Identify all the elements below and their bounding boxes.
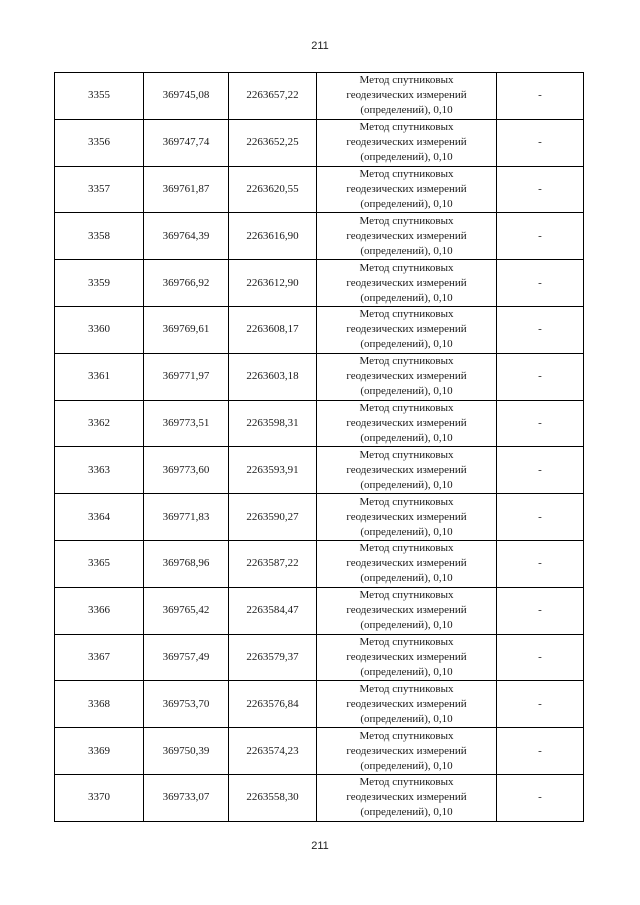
method-line: Метод спутниковых xyxy=(359,261,454,274)
method-line: геодезических измерений xyxy=(346,89,467,102)
y-coordinate-cell: 2263587,22 xyxy=(229,540,317,587)
note-cell: - xyxy=(497,494,584,541)
note-cell: - xyxy=(497,119,584,166)
point-number-cell: 3359 xyxy=(55,260,144,307)
y-coordinate-cell: 2263603,18 xyxy=(229,353,317,400)
method-accuracy-cell xyxy=(317,213,497,260)
x-coordinate-cell: 369773,51 xyxy=(144,400,229,447)
method-line: (определений), 0,10 xyxy=(360,104,453,117)
table-row xyxy=(55,260,584,307)
method-line: Метод спутниковых xyxy=(359,589,454,602)
y-coordinate-cell: 2263652,25 xyxy=(229,119,317,166)
point-number-cell: 3368 xyxy=(55,681,144,728)
table-row xyxy=(55,728,584,775)
point-number-cell: 3362 xyxy=(55,400,144,447)
method-line: геодезических измерений xyxy=(346,136,467,149)
x-coordinate-cell: 369771,83 xyxy=(144,494,229,541)
method-accuracy-cell xyxy=(317,166,497,213)
method-line: Метод спутниковых xyxy=(359,121,454,134)
x-coordinate-cell: 369750,39 xyxy=(144,728,229,775)
point-number-cell: 3364 xyxy=(55,494,144,541)
note-cell: - xyxy=(497,213,584,260)
y-coordinate-cell: 2263574,23 xyxy=(229,728,317,775)
method-line: (определений), 0,10 xyxy=(360,665,453,678)
x-coordinate-cell: 369765,42 xyxy=(144,587,229,634)
method-line: Метод спутниковых xyxy=(359,355,454,368)
table-row xyxy=(55,353,584,400)
method-line: Метод спутниковых xyxy=(359,401,454,414)
point-number-cell: 3361 xyxy=(55,353,144,400)
method-line: геодезических измерений xyxy=(346,182,467,195)
point-number-cell: 3355 xyxy=(55,73,144,120)
table-row xyxy=(55,540,584,587)
method-line: (определений), 0,10 xyxy=(360,431,453,444)
point-number-cell: 3358 xyxy=(55,213,144,260)
note-cell: - xyxy=(497,260,584,307)
method-line: (определений), 0,10 xyxy=(360,385,453,398)
method-line: геодезических измерений xyxy=(346,557,467,570)
method-line: геодезических измерений xyxy=(346,510,467,523)
method-line: (определений), 0,10 xyxy=(360,806,453,819)
method-accuracy-cell xyxy=(317,306,497,353)
page-number-top: 211 xyxy=(311,40,329,52)
y-coordinate-cell: 2263598,31 xyxy=(229,400,317,447)
y-coordinate-cell: 2263558,30 xyxy=(229,774,317,821)
y-coordinate-cell: 2263590,27 xyxy=(229,494,317,541)
note-cell: - xyxy=(497,540,584,587)
y-coordinate-cell: 2263593,91 xyxy=(229,447,317,494)
method-line: геодезических измерений xyxy=(346,323,467,336)
method-accuracy-cell xyxy=(317,494,497,541)
method-line: (определений), 0,10 xyxy=(360,619,453,632)
note-cell: - xyxy=(497,306,584,353)
x-coordinate-cell: 369745,08 xyxy=(144,73,229,120)
method-line: (определений), 0,10 xyxy=(360,151,453,164)
method-line: геодезических измерений xyxy=(346,604,467,617)
coordinates-table-body xyxy=(55,73,584,822)
method-accuracy-cell xyxy=(317,540,497,587)
y-coordinate-cell: 2263616,90 xyxy=(229,213,317,260)
method-line: (определений), 0,10 xyxy=(360,525,453,538)
method-line: Метод спутниковых xyxy=(359,542,454,555)
page-number-bottom: 211 xyxy=(311,840,329,852)
y-coordinate-cell: 2263612,90 xyxy=(229,260,317,307)
note-cell: - xyxy=(497,681,584,728)
y-coordinate-cell: 2263657,22 xyxy=(229,73,317,120)
method-line: Метод спутниковых xyxy=(359,167,454,180)
method-accuracy-cell xyxy=(317,774,497,821)
method-accuracy-cell xyxy=(317,260,497,307)
method-line: геодезических измерений xyxy=(346,697,467,710)
x-coordinate-cell: 369766,92 xyxy=(144,260,229,307)
x-coordinate-cell: 369733,07 xyxy=(144,774,229,821)
method-line: (определений), 0,10 xyxy=(360,759,453,772)
table-row xyxy=(55,634,584,681)
note-cell: - xyxy=(497,728,584,775)
table-row xyxy=(55,73,584,120)
point-number-cell: 3360 xyxy=(55,306,144,353)
x-coordinate-cell: 369761,87 xyxy=(144,166,229,213)
method-line: геодезических измерений xyxy=(346,416,467,429)
method-line: Метод спутниковых xyxy=(359,448,454,461)
method-line: (определений), 0,10 xyxy=(360,478,453,491)
method-line: геодезических измерений xyxy=(346,229,467,242)
y-coordinate-cell: 2263608,17 xyxy=(229,306,317,353)
method-line: геодезических измерений xyxy=(346,276,467,289)
table-row xyxy=(55,400,584,447)
method-accuracy-cell xyxy=(317,119,497,166)
point-number-cell: 3363 xyxy=(55,447,144,494)
point-number-cell: 3367 xyxy=(55,634,144,681)
x-coordinate-cell: 369769,61 xyxy=(144,306,229,353)
method-accuracy-cell xyxy=(317,681,497,728)
y-coordinate-cell: 2263579,37 xyxy=(229,634,317,681)
x-coordinate-cell: 369764,39 xyxy=(144,213,229,260)
y-coordinate-cell: 2263584,47 xyxy=(229,587,317,634)
method-line: (определений), 0,10 xyxy=(360,291,453,304)
method-line: геодезических измерений xyxy=(346,744,467,757)
note-cell: - xyxy=(497,634,584,681)
y-coordinate-cell: 2263620,55 xyxy=(229,166,317,213)
method-line: геодезических измерений xyxy=(346,463,467,476)
x-coordinate-cell: 369771,97 xyxy=(144,353,229,400)
method-line: Метод спутниковых xyxy=(359,682,454,695)
method-line: Метод спутниковых xyxy=(359,308,454,321)
note-cell: - xyxy=(497,400,584,447)
point-number-cell: 3357 xyxy=(55,166,144,213)
method-accuracy-cell xyxy=(317,400,497,447)
method-accuracy-cell xyxy=(317,728,497,775)
method-line: Метод спутниковых xyxy=(359,495,454,508)
method-line: (определений), 0,10 xyxy=(360,572,453,585)
method-line: (определений), 0,10 xyxy=(360,712,453,725)
table-row xyxy=(55,306,584,353)
x-coordinate-cell: 369773,60 xyxy=(144,447,229,494)
note-cell: - xyxy=(497,774,584,821)
x-coordinate-cell: 369753,70 xyxy=(144,681,229,728)
method-accuracy-cell xyxy=(317,447,497,494)
method-accuracy-cell xyxy=(317,634,497,681)
method-line: геодезических измерений xyxy=(346,650,467,663)
table-row xyxy=(55,166,584,213)
method-line: Метод спутниковых xyxy=(359,74,454,87)
table-row xyxy=(55,119,584,166)
method-line: Метод спутниковых xyxy=(359,635,454,648)
table-row xyxy=(55,681,584,728)
table-row xyxy=(55,447,584,494)
x-coordinate-cell: 369747,74 xyxy=(144,119,229,166)
method-line: (определений), 0,10 xyxy=(360,197,453,210)
table-row xyxy=(55,213,584,260)
note-cell: - xyxy=(497,166,584,213)
table-row xyxy=(55,774,584,821)
y-coordinate-cell: 2263576,84 xyxy=(229,681,317,728)
method-accuracy-cell xyxy=(317,73,497,120)
method-line: (определений), 0,10 xyxy=(360,244,453,257)
method-line: Метод спутниковых xyxy=(359,729,454,742)
note-cell: - xyxy=(497,447,584,494)
note-cell: - xyxy=(497,353,584,400)
point-number-cell: 3366 xyxy=(55,587,144,634)
x-coordinate-cell: 369768,96 xyxy=(144,540,229,587)
method-line: Метод спутниковых xyxy=(359,214,454,227)
method-line: геодезических измерений xyxy=(346,370,467,383)
coordinates-table xyxy=(54,72,584,822)
table-row xyxy=(55,587,584,634)
method-accuracy-cell xyxy=(317,353,497,400)
note-cell: - xyxy=(497,587,584,634)
point-number-cell: 3369 xyxy=(55,728,144,775)
point-number-cell: 3365 xyxy=(55,540,144,587)
x-coordinate-cell: 369757,49 xyxy=(144,634,229,681)
table-row xyxy=(55,494,584,541)
point-number-cell: 3356 xyxy=(55,119,144,166)
point-number-cell: 3370 xyxy=(55,774,144,821)
note-cell: - xyxy=(497,73,584,120)
method-line: Метод спутниковых xyxy=(359,776,454,789)
method-accuracy-cell xyxy=(317,587,497,634)
method-line: геодезических измерений xyxy=(346,791,467,804)
method-line: (определений), 0,10 xyxy=(360,338,453,351)
